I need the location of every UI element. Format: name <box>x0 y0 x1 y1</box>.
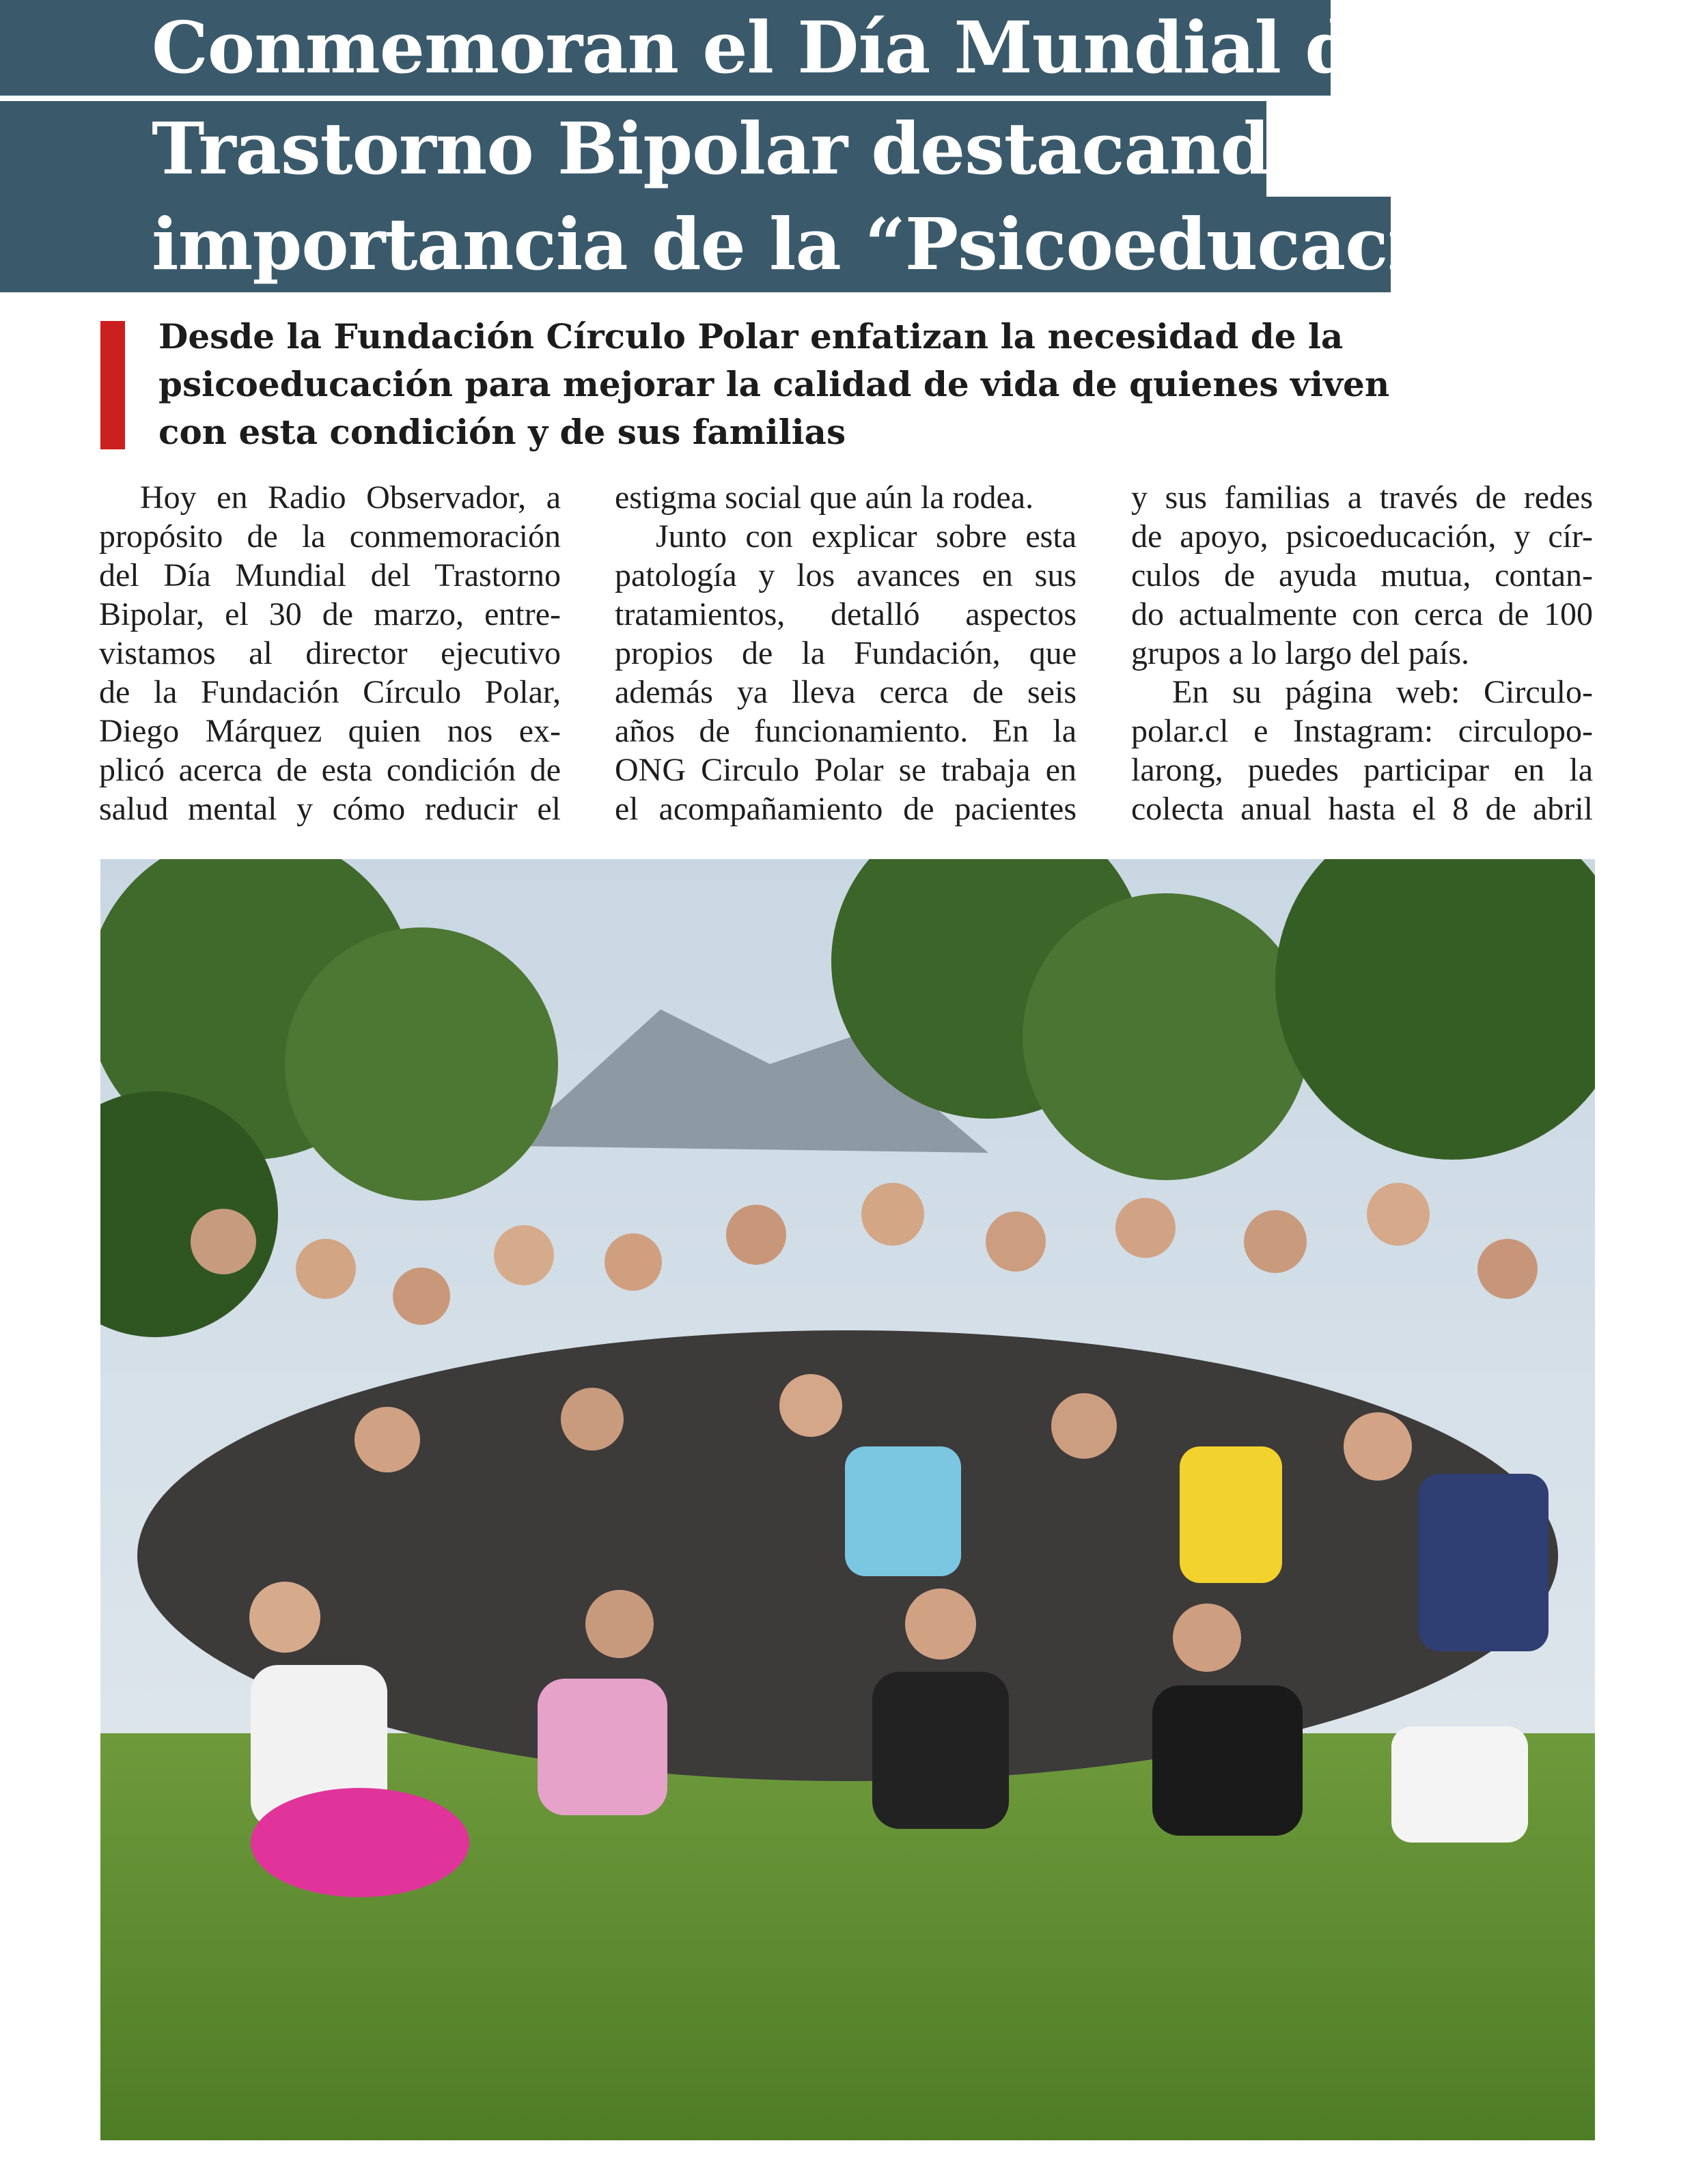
body-line: Bipolar, el 30 de marzo, entre- <box>99 596 561 632</box>
body-column-3 <box>1131 478 1593 828</box>
body-line: de la Fundación Círculo Polar, <box>99 674 561 710</box>
body-line: ONG Circulo Polar se trabaja en <box>615 752 1077 788</box>
body-line: del Día Mundial del Trastorno <box>99 557 561 593</box>
body-column-1 <box>99 478 561 828</box>
body-line: larong, puedes participar en la <box>1131 752 1593 788</box>
body-line: tratamientos, detalló aspectos <box>615 596 1077 632</box>
body-line: años de funcionamiento. En la <box>615 713 1077 749</box>
body-line: colecta anual hasta el 8 de abril <box>1131 791 1593 827</box>
headline-line-3: importancia de la “Psicoeducación” <box>0 197 1391 292</box>
body-line: Junto con explicar sobre esta <box>656 518 1077 555</box>
body-line: el acompañamiento de pacientes <box>615 791 1077 827</box>
body-line: propósito de la conmemoración <box>99 518 561 555</box>
body-line: En su página web: Circulo- <box>1172 674 1593 710</box>
deck-accent-rule <box>100 321 125 449</box>
headline-line-2: Trastorno Bipolar destacando la <box>0 101 1266 197</box>
deck-line-3: con esta condición y de sus familias <box>158 412 846 452</box>
body-line: además ya lleva cerca de seis <box>615 674 1077 710</box>
body-line: vistamos al director ejecutivo <box>99 635 561 671</box>
body-line: propios de la Fundación, que <box>615 635 1077 671</box>
body-line: patología y los avances en sus <box>615 557 1077 593</box>
body-line: salud mental y cómo reducir el <box>99 791 561 827</box>
body-line: y sus familias a través de redes <box>1131 479 1593 516</box>
deck-subheadline <box>158 313 1600 456</box>
deck-line-2: psicoeducación para mejorar la calidad de vida de quienes viven <box>158 364 1390 404</box>
body-line: de apoyo, psicoeducación, y cír- <box>1131 518 1593 555</box>
headline-line-1: Conmemoran el Día Mundial del <box>0 0 1331 96</box>
body-line: estigma social que aún la rodea. <box>615 479 1034 516</box>
group-photo <box>100 859 1595 2140</box>
body-line: culos de ayuda mutua, contan- <box>1131 557 1593 593</box>
body-line: do actualmente con cerca de 100 <box>1131 596 1593 632</box>
body-line: grupos a lo largo del país. <box>1131 635 1470 671</box>
body-column-2 <box>615 478 1077 828</box>
body-line: Diego Márquez quien nos ex- <box>99 713 561 749</box>
body-line: plicó acerca de esta condición de <box>99 752 561 788</box>
deck-line-1: Desde la Fundación Círculo Polar enfatizan la necesidad de la <box>158 316 1344 356</box>
body-line: polar.cl e Instagram: circulopo- <box>1131 713 1593 749</box>
body-line: Hoy en Radio Observador, a <box>140 479 561 516</box>
group-photo-illustration <box>100 859 1595 2140</box>
